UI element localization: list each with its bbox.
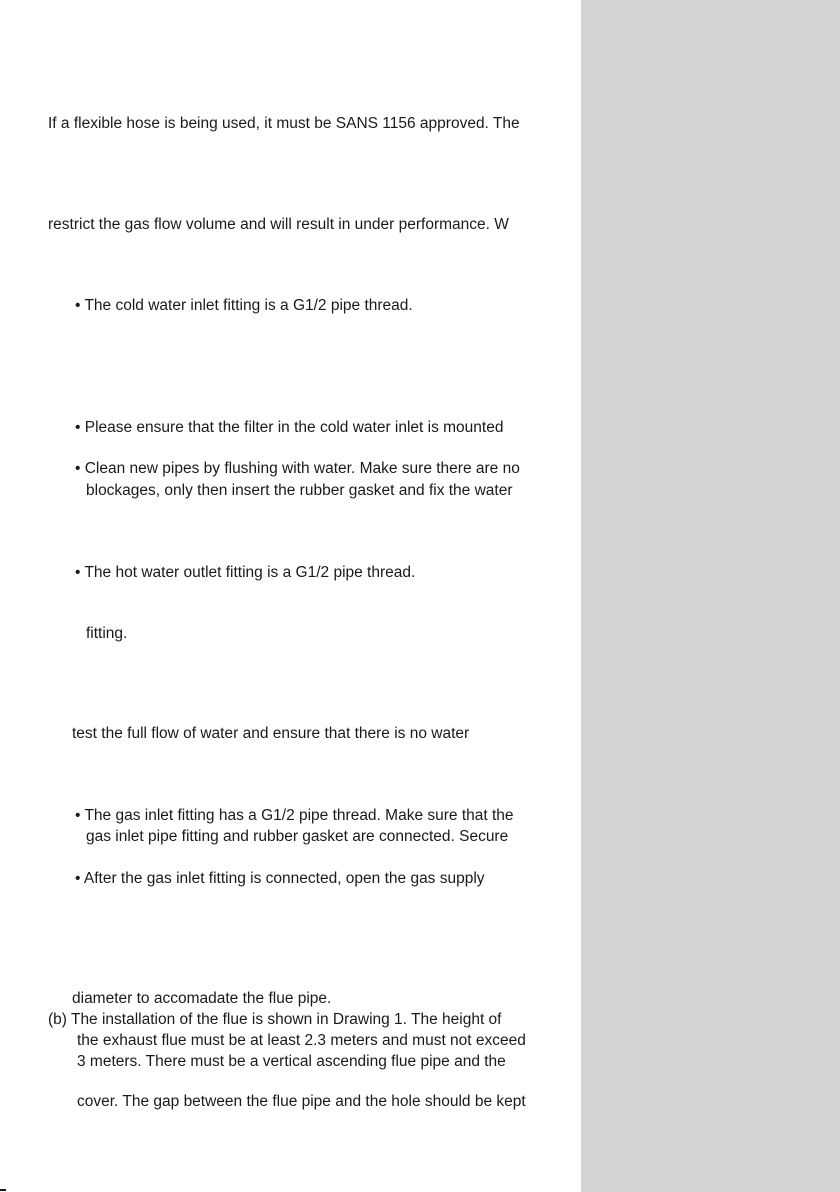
bullet-item: • Please ensure that the filter in the cold water inlet is mounted [75, 419, 504, 436]
text-line: (b) The installation of the flue is shown in Drawing 1. The height of [48, 1011, 502, 1028]
text-line: If a flexible hose is being used, it must be SANS 1156 approved. The [48, 115, 520, 132]
text-line: blockages, only then insert the rubber gasket and fix the water [86, 482, 513, 499]
grey-margin-panel [581, 0, 840, 1192]
text-line: gas inlet pipe fitting and rubber gasket are connected. Secure [86, 828, 509, 845]
text-line: the exhaust flue must be at least 2.3 meters and must not exceed [77, 1032, 526, 1049]
bullet-item: • After the gas inlet fitting is connected, open the gas supply [75, 870, 485, 887]
text-line: cover. The gap between the flue pipe and the hole should be kept [77, 1093, 526, 1110]
bullet-item: • Clean new pipes by flushing with water. Make sure there are no [75, 460, 520, 477]
bullet-item: • The gas inlet fitting has a G1/2 pipe thread. Make sure that the [75, 807, 514, 824]
text-line: fitting. [86, 625, 128, 642]
text-line: 3 meters. There must be a vertical ascending flue pipe and the [77, 1053, 506, 1070]
bullet-item: • The cold water inlet fitting is a G1/2 pipe thread. [75, 297, 413, 314]
text-line: test the full flow of water and ensure that there is no water [72, 725, 470, 742]
corner-mark [0, 1189, 6, 1191]
text-line: restrict the gas flow volume and will result in under performance. W [48, 216, 509, 233]
text-line: diameter to accomadate the flue pipe. [72, 990, 332, 1007]
bullet-item: • The hot water outlet fitting is a G1/2 pipe thread. [75, 564, 416, 581]
